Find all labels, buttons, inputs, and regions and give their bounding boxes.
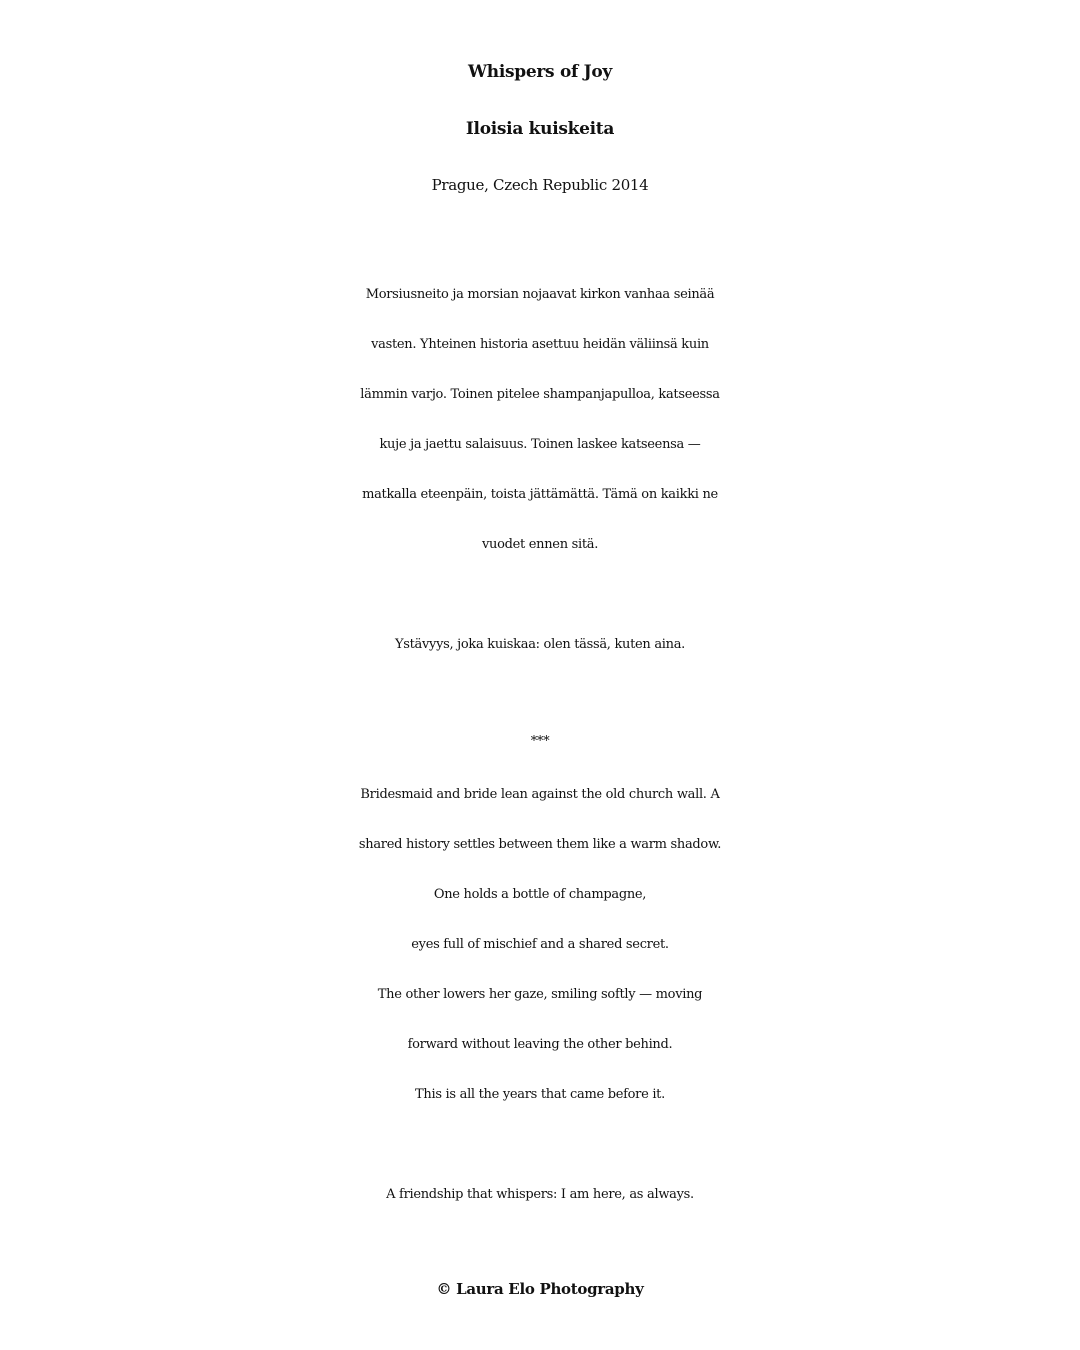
location-year: Prague, Czech Republic 2014 — [431, 176, 649, 194]
english-paragraph-line: shared history settles between them like a warm shadow. — [358, 837, 722, 852]
english-closing-line: A friendship that whispers: I am here, as always. — [386, 1187, 694, 1202]
english-paragraph-line: forward without leaving the other behind. — [407, 1037, 673, 1052]
title-english: Whispers of Joy — [468, 62, 612, 82]
finnish-paragraph-line: matkalla eteenpäin, toista jättämättä. Tämä on kaikki ne — [362, 487, 718, 502]
finnish-closing-line: Ystävyys, joka kuiskaa: olen tässä, kuten aina. — [394, 637, 686, 652]
english-paragraph-line: The other lowers her gaze, smiling softly — moving — [377, 987, 703, 1002]
finnish-paragraph-line: Morsiusneito ja morsian nojaavat kirkon vanhaa seinää — [365, 287, 715, 302]
english-paragraph-line: One holds a bottle of champagne, — [433, 887, 647, 902]
copyright-notice: © Laura Elo Photography — [436, 1280, 644, 1298]
english-paragraph-line: eyes full of mischief and a shared secret. — [411, 937, 669, 952]
finnish-paragraph-line: vasten. Yhteinen historia asettuu heidän väliinsä kuin — [371, 337, 709, 352]
finnish-paragraph-line: lämmin varjo. Toinen pitelee shampanjapulloa, katseessa — [360, 387, 720, 402]
title-finnish: Iloisia kuiskeita — [465, 119, 615, 139]
english-paragraph-line: Bridesmaid and bride lean against the old church wall. A — [360, 787, 720, 802]
english-paragraph-line: This is all the years that came before it. — [415, 1087, 665, 1102]
finnish-paragraph-line: kuje ja jaettu salaisuus. Toinen laskee katseensa — — [379, 437, 701, 452]
section-separator: *** — [530, 734, 550, 749]
finnish-paragraph-line: vuodet ennen sitä. — [481, 537, 599, 552]
